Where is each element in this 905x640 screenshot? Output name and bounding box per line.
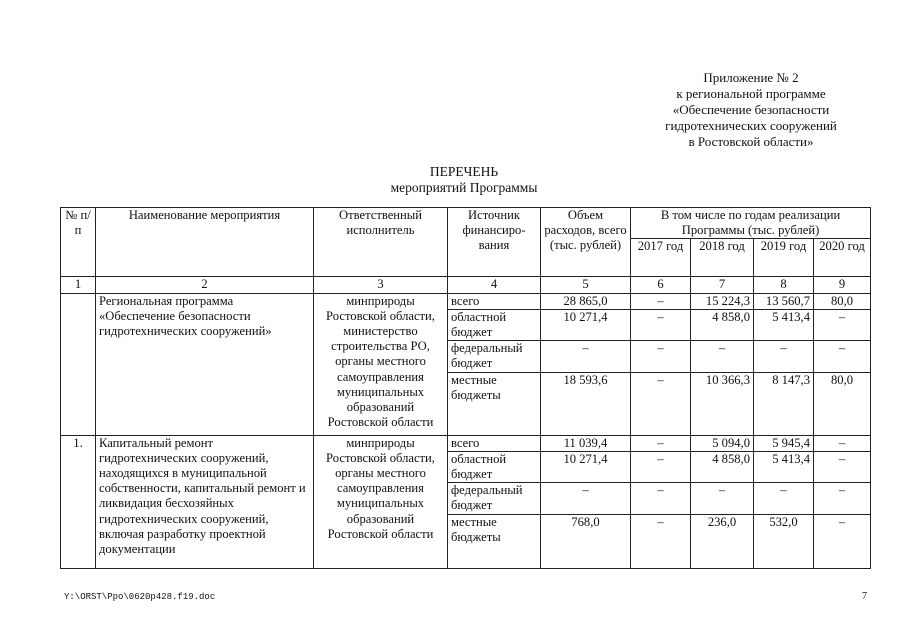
row-y2018: – [691,341,754,372]
row-total: 10 271,4 [541,451,631,482]
header-name: Наименование мероприятия [96,208,314,277]
row-source: федеральный бюджет [448,483,541,514]
file-path: Y:\ORST\Ppo\0620p428.f19.doc [64,592,216,602]
row-source: всего [448,435,541,451]
row-y2019: – [754,341,814,372]
row-y2018: 236,0 [691,514,754,568]
appendix-line: в Ростовской области» [688,134,814,149]
row-source: местные бюджеты [448,514,541,568]
row-y2020: – [814,309,871,340]
row-y2019: – [754,483,814,514]
col-number: 1 [61,277,96,293]
row-y2019: 5 413,4 [754,451,814,482]
page-number: 7 [862,591,867,602]
row-y2018: 5 094,0 [691,435,754,451]
header-year-2018: 2018 год [691,239,754,277]
row-num: 1. [61,435,96,568]
row-y2019: 532,0 [754,514,814,568]
row-y2020: – [814,514,871,568]
appendix-line: гидротехнических сооружений [665,118,837,133]
header-years-group: В том числе по годам реализации Программы (тыс. рублей) [631,208,871,239]
col-number: 6 [631,277,691,293]
row-y2020: 80,0 [814,372,871,435]
row-y2017: – [631,483,691,514]
row-source: всего [448,293,541,309]
row-source: областной бюджет [448,451,541,482]
row-total: 10 271,4 [541,309,631,340]
row-total: 768,0 [541,514,631,568]
col-number: 9 [814,277,871,293]
row-y2020: – [814,341,871,372]
appendix-line: «Обеспечение безопасности [672,102,830,117]
header-volume: Объем расходов, всего (тыс. рублей) [541,208,631,277]
row-source: местные бюджеты [448,372,541,435]
col-number: 7 [691,277,754,293]
row-y2019: 8 147,3 [754,372,814,435]
col-number: 5 [541,277,631,293]
row-total: – [541,341,631,372]
appendix-line: к региональной программе [676,86,826,101]
table-row [61,293,871,309]
row-y2020: 80,0 [814,293,871,309]
header-year-2019: 2019 год [754,239,814,277]
row-y2017: – [631,435,691,451]
row-total: 11 039,4 [541,435,631,451]
measures-table [60,207,871,569]
col-number: 2 [96,277,314,293]
row-source: областной бюджет [448,309,541,340]
row-y2018: 4 858,0 [691,309,754,340]
title-main: ПЕРЕЧЕНЬ [429,164,499,179]
header-year-2020: 2020 год [814,239,871,277]
row-executor: минприроды Ростовской области, органы местного самоуправления муниципальных образований Ростовской области [314,435,448,568]
row-y2017: – [631,372,691,435]
row-y2017: – [631,451,691,482]
row-y2018: – [691,483,754,514]
row-executor: минприроды Ростовской области, министерство строительства РО, органы местного самоуправления муниципальных образований Ростовской области [314,293,448,435]
row-y2018: 4 858,0 [691,451,754,482]
row-y2017: – [631,309,691,340]
row-y2020: – [814,483,871,514]
row-y2019: 5 945,4 [754,435,814,451]
row-y2017: – [631,514,691,568]
document-title [300,164,628,196]
col-number: 4 [448,277,541,293]
row-name: Капитальный ремонт гидротехнических сооружений, находящихся в муниципальной собственности, капитальный ремонт и ликвидация бесхозяйных гидротехнических сооружений, включая разработку проектной документации [96,435,314,568]
row-y2019: 13 560,7 [754,293,814,309]
row-num [61,293,96,435]
row-y2020: – [814,451,871,482]
row-y2018: 15 224,3 [691,293,754,309]
row-name: Региональная программа «Обеспечение безопасности гидротехнических сооружений» [96,293,314,435]
row-y2018: 10 366,3 [691,372,754,435]
title-sub: мероприятий Программы [390,180,538,195]
row-source: федеральный бюджет [448,341,541,372]
header-source: Источник финансиро-вания [448,208,541,277]
appendix-block [630,70,872,150]
row-y2019: 5 413,4 [754,309,814,340]
row-y2017: – [631,341,691,372]
row-y2020: – [814,435,871,451]
col-number: 3 [314,277,448,293]
header-num: № п/п [61,208,96,277]
row-y2017: – [631,293,691,309]
col-number: 8 [754,277,814,293]
row-total: 28 865,0 [541,293,631,309]
row-total: – [541,483,631,514]
header-executor: Ответственный исполнитель [314,208,448,277]
table-row [61,435,871,451]
header-year-2017: 2017 год [631,239,691,277]
appendix-line: Приложение № 2 [703,70,799,85]
row-total: 18 593,6 [541,372,631,435]
